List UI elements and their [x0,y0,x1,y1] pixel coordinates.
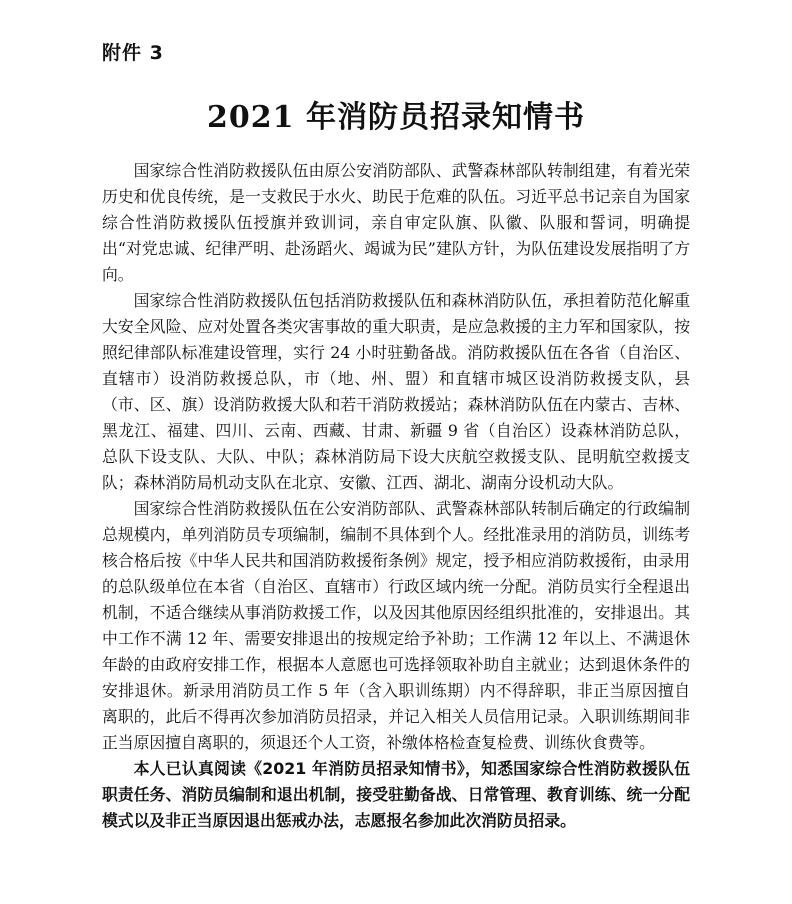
document-title: 2021 年消防员招录知情书 [207,100,585,135]
document-body [102,158,690,834]
paragraph-history: 国家综合性消防救援队伍由原公安消防部队、武警森林部队转制组建，有着光荣历史和优良传统，是一支救民于水火、助民于危难的队伍。习近平总书记亲自为国家综合性消防救援队伍授旗并致训词，亲自审定队旗、队徽、队服和誓词，明确提出“对党忠诚、纪律严明、赴汤蹈火、竭诚为民”建队方针，为队伍建设发展指明了方向。 [102,161,690,284]
paragraph-declaration: 本人已认真阅读《2021 年消防员招录知情书》，知悉国家综合性消防救援队伍职责任务、消防员编制和退出机制，接受驻勤备战、日常管理、教育训练、统一分配模式以及非正当原因退出惩戒办法，志愿报名参加此次消防员招录。 [102,759,690,830]
paragraph-staffing-exit: 国家综合性消防救援队伍在公安消防部队、武警森林部队转制后确定的行政编制总规模内，单列消防员专项编制，编制不具体到个人。经批准录用的消防员，训练考核合格后按《中华人民共和国消防救援衔条例》规定，授予相应消防救援衔，由录用的总队级单位在本省（自治区、直辖市）行政区域内统一分配。消防员实行全程退出机制，不适合继续从事消防救援工作，以及因其他原因经组织批准的，安排退出。其中工作不满 12 年、需要安排退出的按规定给予补助；工作满 12 年以上、不满退休年龄的由政府安排工作，根据本人意愿也可选择领取补助自主就业；达到退休条件的安排退休。新录用消防员工作 5 年（含入职训练期）内不得辞职，非正当原因擅自离职的，此后不得再次参加消防员招录，并记入相关人员信用记录。入职训练期间非正当原因擅自离职的，须退还个人工资，补缴体格检查复检费、训练伙食费等。 [102,499,690,752]
paragraph-organization: 国家综合性消防救援队伍包括消防救援队伍和森林消防队伍，承担着防范化解重大安全风险、应对处置各类灾害事故的重大职责，是应急救援的主力军和国家队，按照纪律部队标准建设管理，实行 24 小时驻勤备战。消防救援队伍在各省（自治区、直辖市）设消防救援总队，市（地、州、盟）和直辖市城区设消防救援支队，县（市、区、旗）设消防救援大队和若干消防救援站；森林消防队伍在内蒙古、吉林、黑龙江、福建、四川、云南、西藏、甘肃、新疆 9 省（自治区）设森林消防总队，总队下设支队、大队、中队；森林消防局下设大庆航空救援支队、昆明航空救援支队；森林消防局机动支队在北京、安徽、江西、湖北、湖南分设机动大队。 [102,291,690,492]
attachment-label: 附件 3 [102,42,164,64]
